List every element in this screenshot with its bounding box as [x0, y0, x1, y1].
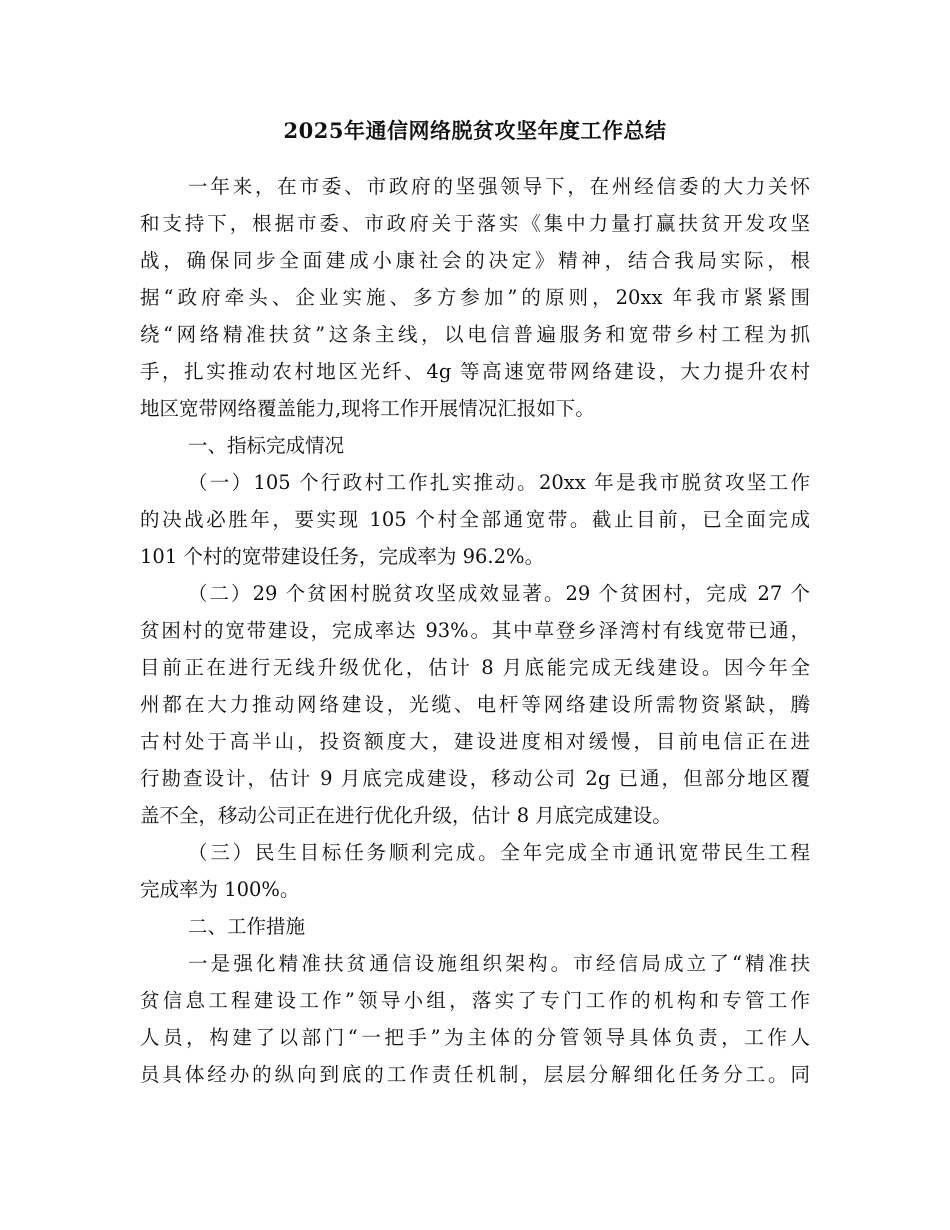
paragraph-line: 战，确保同步全面建成小康社会的决定》精神，结合我局实际，根	[140, 249, 810, 272]
paragraph-line: 完成率为 100%。	[140, 878, 300, 901]
paragraph-line: 贫信息工程建设工作”领导小组，落实了专门工作的机构和专管工作	[140, 989, 810, 1012]
paragraph-line: 行勘查设计，估计 9 月底完成建设，移动公司 2g 已通，但部分地区覆	[140, 767, 810, 790]
paragraph-line: 101 个村的宽带建设任务，完成率为 96.2%。	[140, 545, 545, 568]
paragraph-line: 一是强化精准扶贫通信设施组织架构。市经信局成立了“精准扶	[188, 952, 810, 975]
paragraph-line: 一年来，在市委、市政府的坚强领导下，在州经信委的大力关怀	[188, 175, 810, 198]
paragraph-line: 手，扎实推动农村地区光纤、4g 等高速宽带网络建设，大力提升农村	[140, 360, 810, 383]
paragraph-line: 员具体经办的纵向到底的工作责任机制，层层分解细化任务分工。同	[140, 1063, 810, 1086]
paragraph-line: 人员，构建了以部门“一把手”为主体的分管领导具体负责，工作人	[140, 1026, 810, 1049]
paragraph-line: 州都在大力推动网络建设，光缆、电杆等网络建设所需物资紧缺，腾	[140, 693, 810, 716]
document-title: 2025年通信网络脱贫攻坚年度工作总结	[283, 118, 667, 143]
paragraph-line: 贫困村的宽带建设，完成率达 93%。其中草登乡泽湾村有线宽带已通，	[140, 619, 810, 642]
paragraph-line: 目前正在进行无线升级优化，估计 8 月底能完成无线建设。因今年全	[140, 656, 810, 679]
paragraph-line: 的决战必胜年，要实现 105 个村全部通宽带。截止目前，已全面完成	[140, 508, 810, 531]
paragraph-line: （一）105 个行政村工作扎实推动。20xx 年是我市脱贫攻坚工作	[188, 471, 810, 494]
paragraph-line: （二）29 个贫困村脱贫攻坚成效显著。29 个贫困村，完成 27 个	[188, 582, 810, 605]
section-heading: 一、指标完成情况	[188, 434, 345, 457]
section-heading: 二、工作措施	[188, 915, 306, 938]
paragraph-line: 绕“网络精准扶贫”这条主线，以电信普遍服务和宽带乡村工程为抓	[140, 323, 810, 346]
paragraph-line: 地区宽带网络覆盖能力,现将工作开展情况汇报如下。	[140, 397, 595, 420]
paragraph-line: 据“政府牵头、企业实施、多方参加”的原则，20xx 年我市紧紧围	[140, 286, 810, 309]
paragraph-line: 和支持下，根据市委、市政府关于落实《集中力量打赢扶贫开发攻坚	[140, 212, 810, 235]
paragraph-line: （三）民生目标任务顺利完成。全年完成全市通讯宽带民生工程	[188, 841, 810, 864]
paragraph-line: 古村处于高半山，投资额度大，建设进度相对缓慢，目前电信正在进	[140, 730, 810, 753]
paragraph-line: 盖不全，移动公司正在进行优化升级，估计 8 月底完成建设。	[140, 804, 672, 827]
